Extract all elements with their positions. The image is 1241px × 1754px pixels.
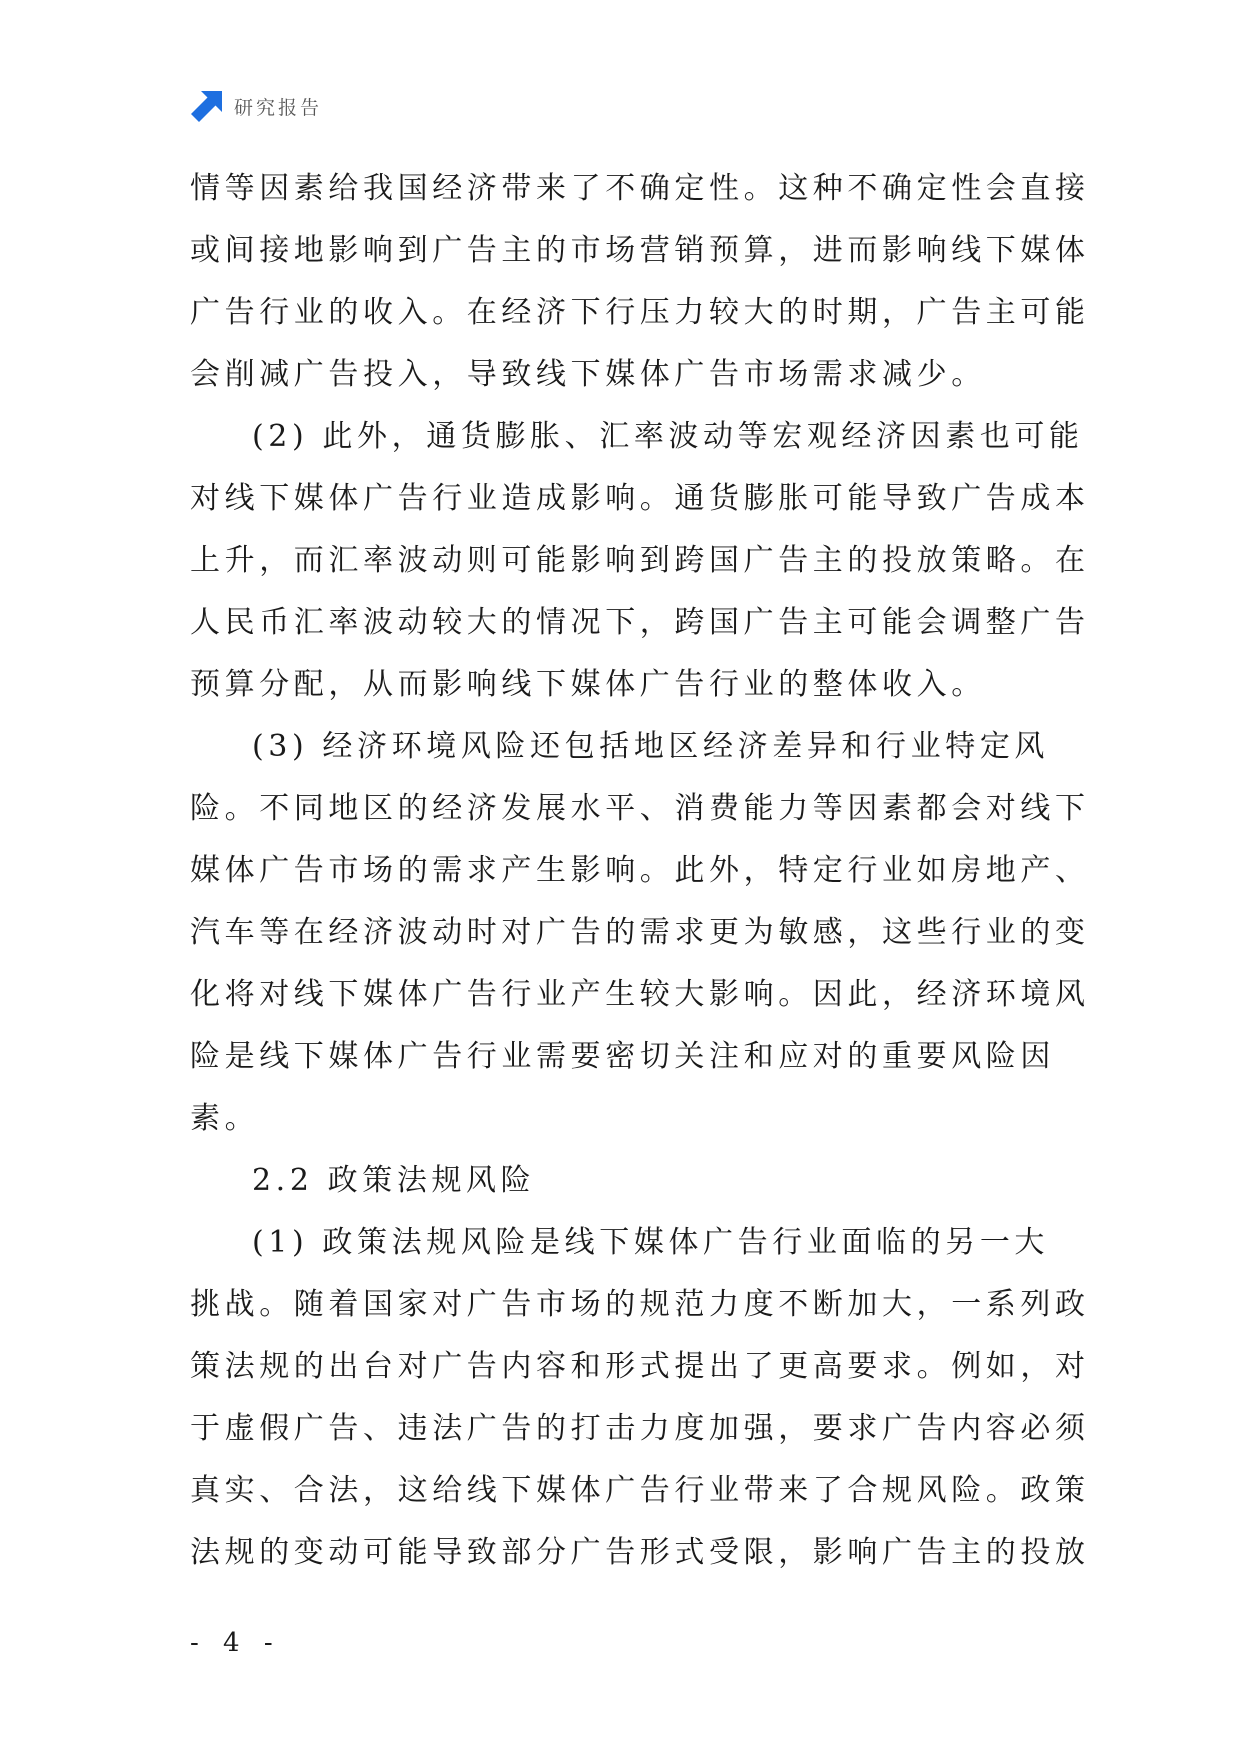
text-line: 情等因素给我国经济带来了不确定性。这种不确定性会直接 — [190, 171, 1090, 206]
text-line: 化将对线下媒体广告行业产生较大影响。因此，经济环境风 — [190, 977, 1090, 1012]
text-line: 险是线下媒体广告行业需要密切关注和应对的重要风险因 — [190, 1039, 1055, 1074]
text-line: 真实、合法，这给线下媒体广告行业带来了合规风险。政策 — [190, 1473, 1090, 1508]
text-line: 上升，而汇率波动则可能影响到跨国广告主的投放策略。在 — [190, 543, 1090, 578]
section-heading: 2.2 政策法规风险 — [252, 1163, 536, 1198]
text-line: 人民币汇率波动较大的情况下，跨国广告主可能会调整广告 — [190, 605, 1090, 640]
text-line: 或间接地影响到广告主的市场营销预算，进而影响线下媒体 — [190, 233, 1090, 268]
header-title: 研究报告 — [234, 96, 323, 119]
paragraph-start-line: (1) 政策法规风险是线下媒体广告行业面临的另一大 — [252, 1225, 1050, 1260]
text-line: 素。 — [190, 1101, 260, 1136]
text-line: 对线下媒体广告行业造成影响。通货膨胀可能导致广告成本 — [190, 481, 1090, 516]
document-body — [190, 158, 1090, 1584]
arrow-up-right-icon — [190, 89, 224, 123]
paragraph-start-line: (2) 此外，通货膨胀、汇率波动等宏观经济因素也可能 — [252, 419, 1084, 454]
page-number: - 4 - — [190, 1628, 281, 1658]
text-line: 于虚假广告、违法广告的打击力度加强，要求广告内容必须 — [190, 1411, 1090, 1446]
text-line: 挑战。随着国家对广告市场的规范力度不断加大，一系列政 — [190, 1287, 1090, 1322]
text-line: 预算分配，从而影响线下媒体广告行业的整体收入。 — [190, 667, 986, 702]
text-line: 会削减广告投入，导致线下媒体广告市场需求减少。 — [190, 357, 986, 392]
paragraph-start-line: (3) 经济环境风险还包括地区经济差异和行业特定风 — [252, 729, 1050, 764]
text-line: 汽车等在经济波动时对广告的需求更为敏感，这些行业的变 — [190, 915, 1090, 950]
text-line: 媒体广告市场的需求产生影响。此外，特定行业如房地产、 — [190, 853, 1090, 888]
text-line: 法规的变动可能导致部分广告形式受限，影响广告主的投放 — [190, 1535, 1090, 1570]
text-line: 广告行业的收入。在经济下行压力较大的时期，广告主可能 — [190, 295, 1090, 330]
text-line: 险。不同地区的经济发展水平、消费能力等因素都会对线下 — [190, 791, 1090, 826]
text-line: 策法规的出台对广告内容和形式提出了更高要求。例如，对 — [190, 1349, 1090, 1384]
report-header — [190, 86, 322, 126]
